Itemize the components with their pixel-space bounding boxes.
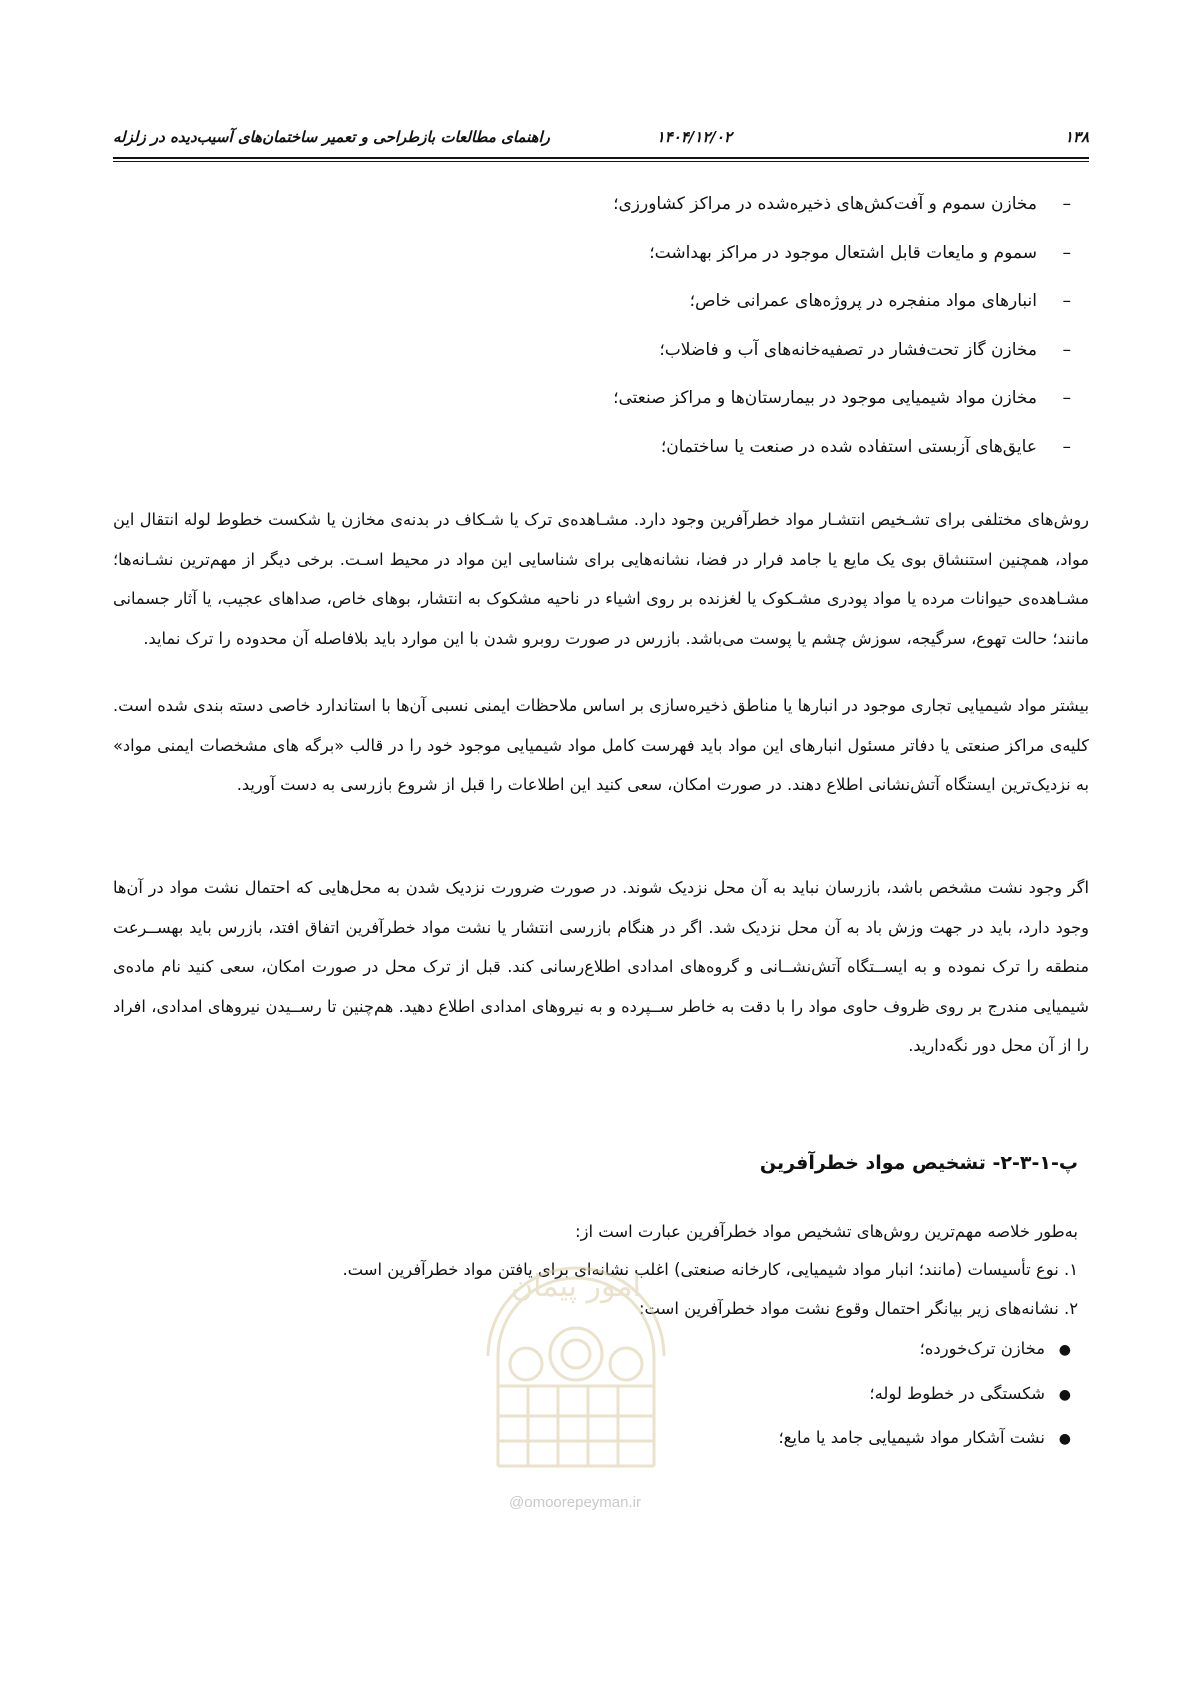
page-number: ۱۳۸ (1064, 128, 1089, 146)
bullet-item: ●نشت آشکار مواد شیمیایی جامد یا مایع؛ (571, 1423, 1071, 1468)
bullet-icon: ● (1058, 1342, 1071, 1358)
list-item: –مخازن گاز تحت‌فشار در تصفیه‌خانه‌های آب و فاضلاب؛ (471, 335, 1071, 384)
paragraph-detection-methods: روش‌های مختلفی برای تشـخیص انتشـار مواد خطرآفرین وجود دارد. مشـاهده‌ی ترک یا شـکاف در بدنه‌ی مخازن یا شکست خطوط لوله انتقال این مواد، همچنین استنشاق بوی یک مایع یا جامد فرار در فضا، نشانه‌هایی برای شناسایی این مواد در محیط اسـت. برخی دیگر از مهم‌ترین نشـانه‌ها؛ مشـاهده‌ی حیوانات مرده یا مواد پودری مشـکوک یا لغزنده بر روی اشیاء در ناحیه مشکوک به انتشار، بوهای خاص، صداهای عجیب، یا آثار جسمانی مانند؛ حالت تهوع، سرگیجه، سوزش چشم یا پوست می‌باشد. بازرس در صورت روبرو شدن با این موارد باید بلافاصله آن محدوده را ترک نماید. (113, 510, 1089, 648)
numbered-list (178, 1255, 1078, 1333)
numbered-item: ۲. نشانه‌های زیر بیانگر احتمال وقوع نشت مواد خطرآفرین است: (639, 1299, 1078, 1318)
bullet-item: ●مخازن ترک‌خورده؛ (571, 1334, 1071, 1379)
paragraph-leak-response: اگر وجود نشت مشخص باشد، بازرسان نباید به آن محل نزدیک شوند. در صورت ضرورت نزدیک شدن به محل‌هایی که احتمال نشت مواد در آن‌ها وجود دارد، باید در جهت وزش باد به آن محل نزدیک شد. اگر در هنگام بازرسی انتشار یا نشت مواد خطرآفرین اتفاق افتد، بازرس باید بهســرعت منطقه را ترک نموده و به ایســتگاه آتش‌نشــانی و گروه‌های امدادی اطلاع‌رسانی کند. قبل از ترک محل در صورت امکان، سعی کنید نام ماده‌ی شیمیایی مندرج بر روی ظروف حاوی مواد را با دقت به خاطر ســپرده و به نیروهای امدادی اطلاع دهید. هم‌چنین تا رســیدن نیروهای امدادی، افراد را از آن محل دور نگه‌دارید. (113, 878, 1089, 1055)
bullet-item: ●شکستگی در خطوط لوله؛ (571, 1379, 1071, 1424)
header-rule (113, 157, 1089, 159)
dash-marker: – (1062, 339, 1071, 360)
list-item: –انبارهای مواد منفجره در پروژه‌های عمرانی خاص؛ (471, 286, 1071, 335)
list-item: –مخازن مواد شیمیایی موجود در بیمارستان‌ها و مراکز صنعتی؛ (471, 383, 1071, 432)
numbered-item: ۱. نوع تأسیسات (مانند؛ انبار مواد شیمیایی، کارخانه صنعتی) اغلب نشانه‌ای برای یافتن مواد خطرآفرین است. (342, 1260, 1078, 1279)
dash-marker: – (1062, 194, 1071, 214)
dash-marker: – (1062, 388, 1071, 408)
list-item: –مخازن سموم و آفت‌کش‌های ذخیره‌شده در مراکز کشاورزی؛ (471, 189, 1071, 238)
svg-text:امور پیمان: امور پیمان (511, 1269, 641, 1304)
paragraph-chemical-storage: بیشتر مواد شیمیایی تجاری موجود در انبارها یا مناطق ذخیره‌سازی بر اساس ملاحظات ایمنی نسبی آن‌ها با استاندارد خاصی دسته بندی شده است. کلیه‌ی مراکز صنعتی یا دفاتر مسئول انبارهای این مواد باید فهرست کامل مواد شیمیایی موجود خود را در قالب «برگه های مشخصات ایمنی مواد» به نزدیک‌ترین ایستگاه آتش‌نشانی اطلاع دهند. در صورت امکان، سعی کنید این اطلاعات را قبل از شروع بازرسی به دست آورید. (113, 696, 1089, 794)
header-rule-thin (113, 161, 1089, 162)
section-heading: پ-۱-۳-۲- تشخیص مواد خطرآفرین (759, 1152, 1078, 1174)
header-date: ۱۴۰۴/۱۲/۰۲ (656, 128, 732, 146)
leak-signs-list (571, 1334, 1071, 1468)
list-item: –سموم و مایعات قابل اشتعال موجود در مراکز بهداشت؛ (471, 238, 1071, 287)
watermark-url: @omoorepeyman.ir (509, 1494, 641, 1511)
bullet-icon: ● (1058, 1431, 1071, 1447)
running-header (113, 128, 1089, 156)
bullet-icon: ● (1058, 1386, 1071, 1403)
hazard-storage-list (471, 189, 1071, 480)
dash-marker: – (1062, 242, 1071, 263)
dash-marker: – (1062, 436, 1071, 457)
book-title: راهنمای مطالعات بازطراحی و تعمیر ساختمان‌های آسیب‌دیده در زلزله (113, 128, 550, 146)
list-item: –عایق‌های آزبستی استفاده شده در صنعت یا ساختمان؛ (471, 432, 1071, 481)
section-intro: به‌طور خلاصه مهم‌ترین روش‌های تشخیص مواد خطرآفرین عبارت است از: (575, 1222, 1078, 1241)
dash-marker: – (1062, 291, 1071, 311)
